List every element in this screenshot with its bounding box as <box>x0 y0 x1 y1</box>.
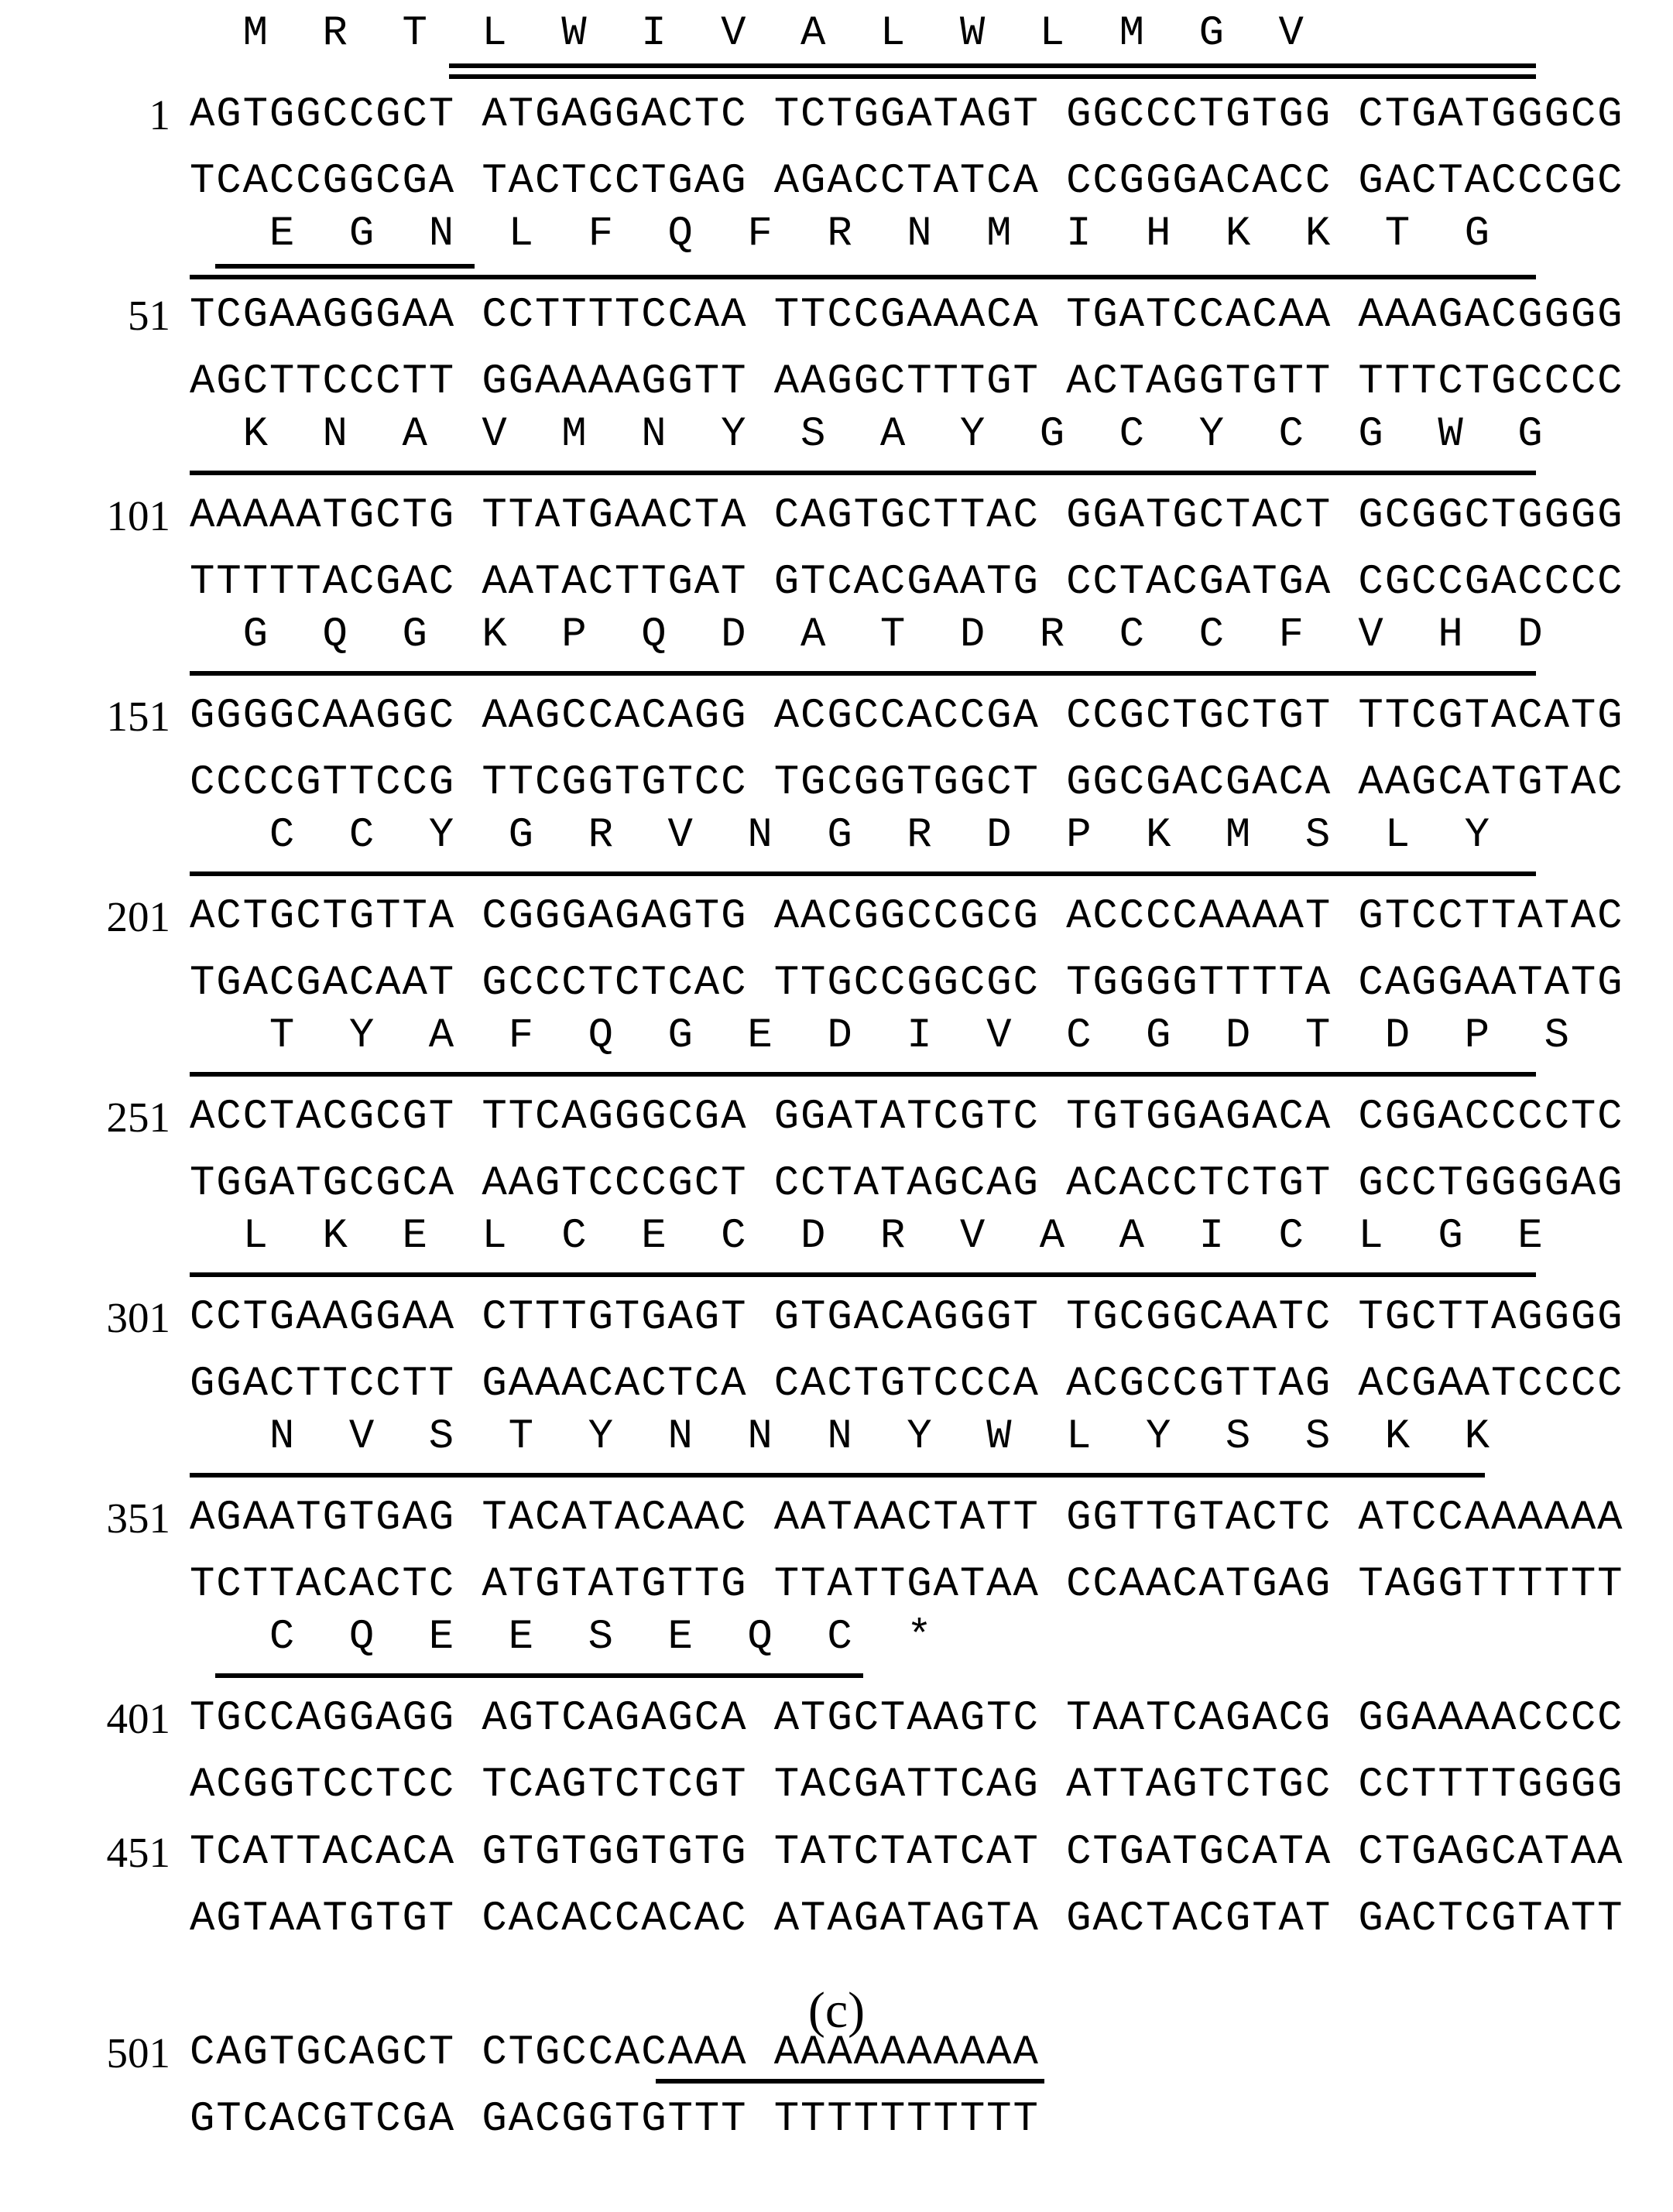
orf-underline <box>190 471 1536 475</box>
signal-peptide-underline <box>215 264 475 269</box>
position-number: 151 <box>106 693 170 740</box>
signal-peptide-underline <box>449 63 1537 68</box>
forward-strand-sequence: GGGGCAAGGC AAGCCACAGG ACGCCACCGA CCGCTGCTGT TTCGTACATG <box>190 693 1624 740</box>
position-number: 251 <box>106 1094 170 1141</box>
panel-label: (c) <box>807 1982 866 2039</box>
amino-acid-sequence: C C Y G R V N G R D P K M S L Y <box>190 812 1491 859</box>
forward-strand-sequence: AGAATGTGAG TACATACAAC AATAACTATT GGTTGTACTC ATCCAAAAAA <box>190 1495 1624 1542</box>
orf-underline <box>190 275 1536 279</box>
reverse-strand-sequence: CCCCGTTCCG TTCGGTGTCC TGCGGTGGCT GGCGACGACA AAGCATGTAC <box>190 759 1624 806</box>
amino-acid-sequence: L K E L C E C D R V A A I C L G E <box>190 1213 1544 1260</box>
sequence-block <box>0 6 1673 207</box>
forward-strand-sequence: AGTGGCCGCT ATGAGGACTC TCTGGATAGT GGCCCTGTGG CTGATGGGCG <box>190 91 1624 139</box>
amino-acid-sequence: M R T L W I V A L W L M G V <box>190 10 1305 57</box>
reverse-strand-sequence: GGACTTCCTT GAAACACTCA CACTGTCCCA ACGCCGTTAG ACGAATCCCC <box>190 1361 1624 1408</box>
amino-acid-sequence: N V S T Y N N N Y W L Y S S K K <box>190 1413 1491 1460</box>
orf-underline <box>190 1272 1536 1277</box>
sequence-block <box>0 808 1673 1009</box>
polya-underline <box>656 2079 1044 2084</box>
amino-acid-sequence: G Q G K P Q D A T D R C C F V H D <box>190 611 1544 659</box>
orf-underline <box>190 1473 1485 1478</box>
position-number: 201 <box>106 893 170 940</box>
amino-acid-sequence: C Q E E S E Q C * <box>190 1614 934 1661</box>
position-number: 51 <box>128 292 170 339</box>
sequence-block <box>0 407 1673 608</box>
position-number: 401 <box>106 1695 170 1742</box>
amino-acid-sequence: E G N L F Q F R N M I H K K T G <box>190 211 1491 258</box>
reverse-strand-sequence: TGGATGCGCA AAGTCCCGCT CCTATAGCAG ACACCTCTGT GCCTGGGGAG <box>190 1160 1624 1207</box>
forward-strand-sequence: CAGTGCAGCT CTGCCACAAA AAAAAAAAAA <box>190 2029 1040 2077</box>
position-number: 1 <box>149 91 170 139</box>
reverse-strand-sequence: ACGGTCCTCC TCAGTCTCGT TACGATTCAG ATTAGTCTGC CCTTTTGGGG <box>190 1762 1624 1809</box>
position-number: 351 <box>106 1495 170 1542</box>
reverse-strand-sequence: GTCACGTCGA GACGGTGTTT TTTTTTTTTT <box>190 2096 1040 2143</box>
forward-strand-sequence: ACTGCTGTTA CGGGAGAGTG AACGGCCGCG ACCCCAAAAT GTCCTTATAC <box>190 893 1624 940</box>
forward-strand-sequence: TCATTACACA GTGTGGTGTG TATCTATCAT CTGATGCATA CTGAGCATAA <box>190 1829 1624 1876</box>
reverse-strand-sequence: TTTTTACGAC AATACTTGAT GTCACGAATG CCTACGATGA CGCCGACCCC <box>190 559 1624 606</box>
forward-strand-sequence: CCTGAAGGAA CTTTGTGAGT GTGACAGGGT TGCGGCAATC TGCTTAGGGG <box>190 1294 1624 1341</box>
forward-strand-sequence: TGCCAGGAGG AGTCAGAGCA ATGCTAAGTC TAATCAGACG GGAAAACCCC <box>190 1695 1624 1742</box>
reverse-strand-sequence: TCACCGGCGA TACTCCTGAG AGACCTATCA CCGGGACACC GACTACCCGC <box>190 158 1624 205</box>
amino-acid-sequence: T Y A F Q G E D I V C G D T D P S <box>190 1012 1571 1060</box>
orf-underline <box>449 74 1537 79</box>
orf-underline <box>190 871 1536 876</box>
sequence-block <box>0 1008 1673 1210</box>
position-number: 451 <box>106 1829 170 1876</box>
reverse-strand-sequence: AGCTTCCCTT GGAAAAGGTT AAGGCTTTGT ACTAGGTGTT TTTCTGCCCC <box>190 358 1624 406</box>
orf-underline <box>190 1072 1536 1077</box>
sequence-block <box>0 1409 1673 1611</box>
position-number: 501 <box>106 2029 170 2077</box>
position-number: 301 <box>106 1294 170 1341</box>
position-number: 101 <box>106 492 170 539</box>
forward-strand-sequence: ACCTACGCGT TTCAGGGCGA GGATATCGTC TGTGGAGACA CGGACCCCTC <box>190 1094 1624 1141</box>
sequence-block <box>0 207 1673 408</box>
reverse-strand-sequence: TCTTACACTC ATGTATGTTG TTATTGATAA CCAACATGAG TAGGTTTTTT <box>190 1561 1624 1608</box>
sequence-block <box>0 608 1673 809</box>
amino-acid-sequence: K N A V M N Y S A Y G C Y C G W G <box>190 411 1544 458</box>
sequence-block <box>0 2011 1673 2212</box>
reverse-strand-sequence: AGTAATGTGT CACACCACAC ATAGATAGTA GACTACGTAT GACTCGTATT <box>190 1895 1624 1943</box>
orf-underline <box>190 671 1536 676</box>
forward-strand-sequence: TCGAAGGGAA CCTTTTCCAA TTCCGAAACA TGATCCACAA AAAGACGGGG <box>190 292 1624 339</box>
reverse-strand-sequence: TGACGACAAT GCCCTCTCAC TTGCCGGCGC TGGGGTTTTA CAGGAATATG <box>190 960 1624 1007</box>
orf-underline <box>215 1673 862 1678</box>
sequence-block <box>0 1610 1673 1811</box>
sequence-block <box>0 1209 1673 1410</box>
forward-strand-sequence: AAAAATGCTG TTATGAACTA CAGTGCTTAC GGATGCTACT GCGGCTGGGG <box>190 492 1624 539</box>
